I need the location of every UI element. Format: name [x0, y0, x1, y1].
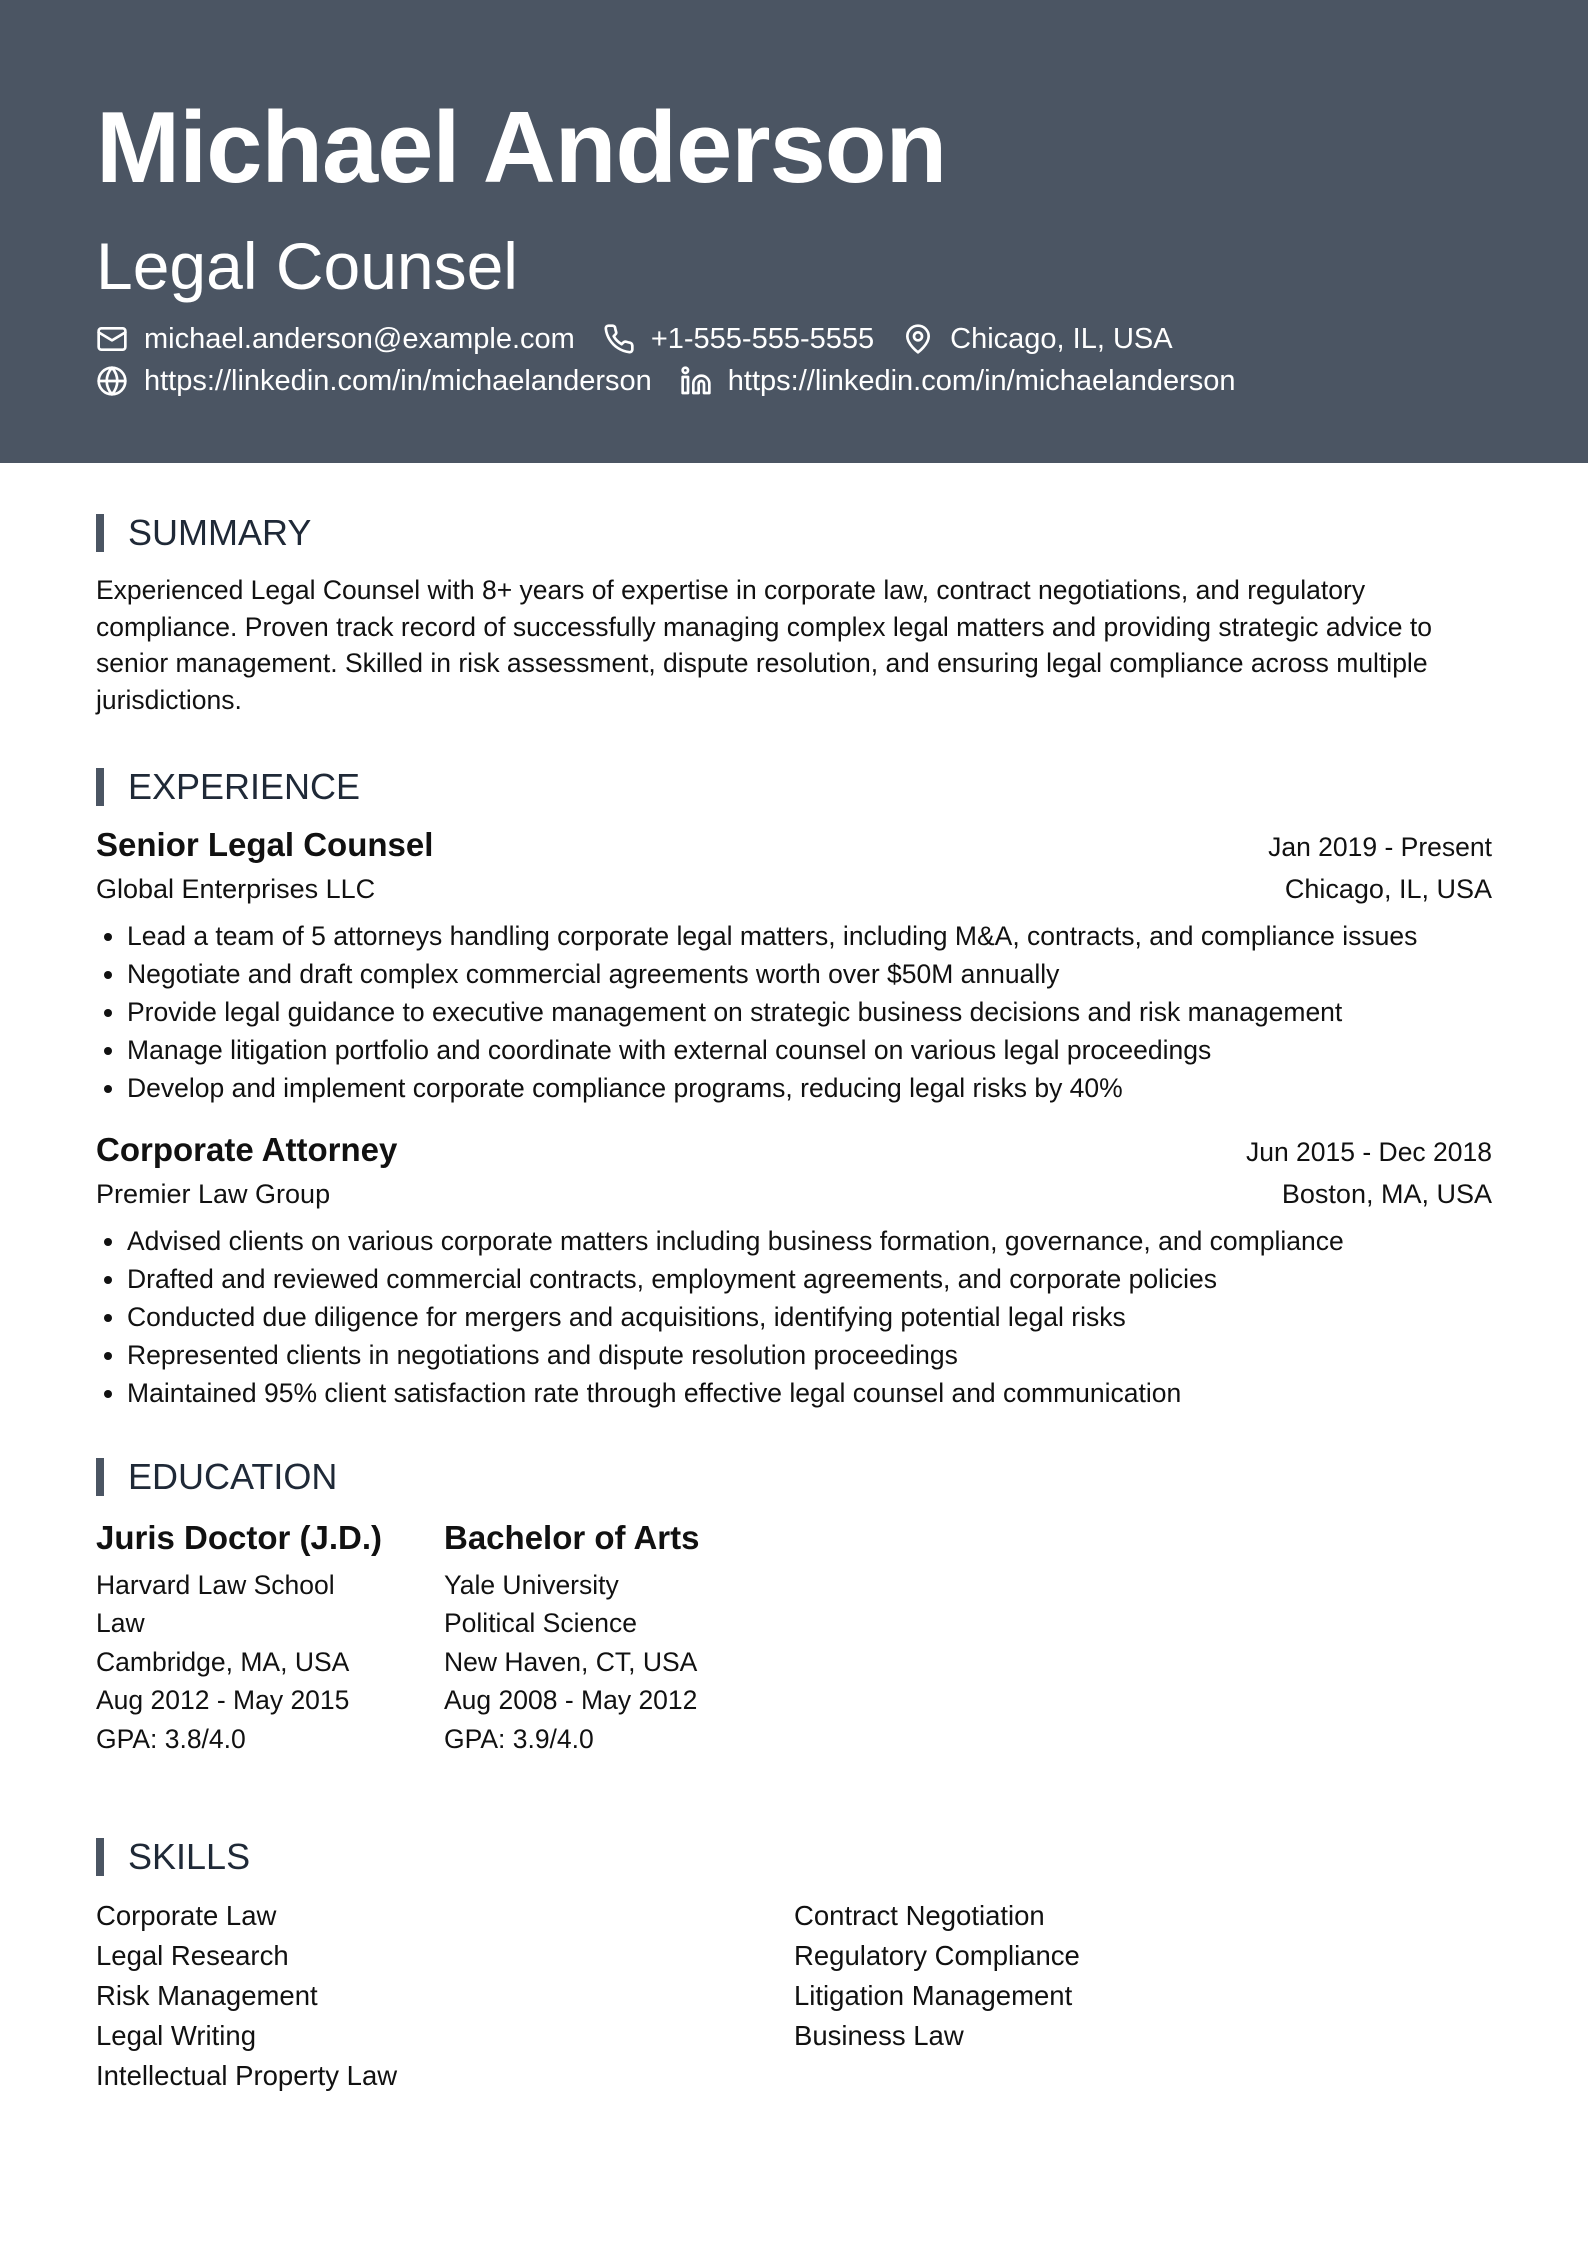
skill-item: Regulatory Compliance [794, 1940, 1080, 1972]
edu-field: Law [96, 1608, 145, 1639]
location-text: Chicago, IL, USA [950, 322, 1173, 355]
job-bullet: • Conducted due diligence for mergers and acquisitions, identifying potential legal risks [127, 1298, 1492, 1336]
job-bullet: • Manage litigation portfolio and coordinate with external counsel on various legal proceedings [127, 1031, 1492, 1069]
job-bullet: • Provide legal guidance to executive management on strategic business decisions and risk management [127, 993, 1492, 1031]
section-title-skills: SKILLS [96, 1838, 1492, 1876]
skill-item: Litigation Management [794, 1980, 1073, 2012]
job-bullet: • Develop and implement corporate compliance programs, reducing legal risks by 40% [127, 1069, 1492, 1107]
globe-icon [96, 365, 128, 397]
edu-gpa: GPA: 3.9/4.0 [444, 1723, 594, 1754]
job-bullet: • Advised clients on various corporate matters including business formation, governance, and compliance [127, 1222, 1492, 1260]
skill-item: Corporate Law [96, 1900, 277, 1932]
resume-header [0, 0, 1588, 463]
edu-degree: Bachelor of Arts [444, 1519, 700, 1556]
edu-dates: Aug 2008 - May 2012 [444, 1685, 698, 1716]
job-company: Global Enterprises LLC [96, 874, 376, 904]
job-location: Boston, MA, USA [1281, 1179, 1492, 1209]
job-dates: Jun 2015 - Dec 2018 [1245, 1137, 1492, 1167]
edu-dates: Aug 2012 - May 2015 [96, 1685, 350, 1716]
candidate-name: Michael Anderson [96, 92, 947, 204]
job-dates: Jan 2019 - Present [1268, 832, 1492, 862]
resume-body [0, 514, 1588, 2096]
skills-column-left [96, 1896, 794, 2096]
contact-email[interactable] [96, 323, 575, 355]
job-bullet: • Lead a team of 5 attorneys handling corporate legal matters, including M&A, contracts, and compliance issues [127, 917, 1492, 955]
contact-row-2 [96, 365, 1492, 397]
skills-column-right [794, 1896, 1492, 2096]
skill-item: Legal Research [96, 1940, 289, 1972]
skill-item: Intellectual Property Law [96, 2060, 398, 2092]
mail-icon [96, 323, 128, 355]
job-company: Premier Law Group [96, 1179, 331, 1209]
job-bullet: • Drafted and reviewed commercial contracts, employment agreements, and corporate policies [127, 1260, 1492, 1298]
job-bullets [96, 1222, 1492, 1412]
section-title-experience: EXPERIENCE [96, 768, 1492, 806]
skill-item: Risk Management [96, 1980, 318, 2012]
section-title-summary: SUMMARY [96, 514, 1492, 552]
phone-text: +1-555-555-5555 [650, 322, 875, 355]
job-location: Chicago, IL, USA [1284, 874, 1492, 904]
skill-item: Business Law [794, 2020, 964, 2052]
skill-item: Contract Negotiation [794, 1900, 1045, 1932]
edu-field: Political Science [444, 1608, 637, 1639]
section-title-education: EDUCATION [96, 1458, 1492, 1496]
job-title: Corporate Attorney [96, 1131, 398, 1168]
phone-icon [603, 323, 635, 355]
education-entry [96, 1518, 444, 1758]
job-bullets [96, 917, 1492, 1107]
contact-row-1 [96, 323, 1492, 355]
skills-grid [96, 1896, 1492, 2096]
location-pin-icon [902, 323, 934, 355]
job-bullet: • Maintained 95% client satisfaction rate through effective legal counsel and communication [127, 1374, 1492, 1412]
candidate-role: Legal Counsel [96, 229, 518, 303]
education-entry [444, 1518, 792, 1758]
edu-location: New Haven, CT, USA [444, 1646, 698, 1677]
edu-gpa: GPA: 3.8/4.0 [96, 1723, 246, 1754]
job-entry [96, 826, 1492, 1107]
job-title: Senior Legal Counsel [96, 826, 434, 863]
contact-linkedin[interactable] [680, 365, 1236, 397]
linkedin-icon [680, 365, 712, 397]
linkedin-text: https://linkedin.com/in/michaelanderson [727, 364, 1236, 397]
education-grid [96, 1518, 1492, 1758]
summary-text: Experienced Legal Counsel with 8+ years of expertise in corporate law, contract negotiations, and regulatory compliance. Proven track record of successfully managing complex legal matters and providing strategic advice to senior management. Skilled in risk assessment, dispute resolution, and ensuring legal compliance across multiple jurisdictions. [96, 575, 1432, 715]
email-text: michael.anderson@example.com [144, 322, 575, 355]
contact-phone[interactable] [603, 323, 874, 355]
edu-degree: Juris Doctor (J.D.) [96, 1519, 383, 1556]
job-bullet: • Represented clients in negotiations and dispute resolution proceedings [127, 1336, 1492, 1374]
contact-website[interactable] [96, 365, 652, 397]
skill-item: Legal Writing [96, 2020, 256, 2052]
edu-school: Yale University [444, 1569, 619, 1600]
job-bullet: • Negotiate and draft complex commercial agreements worth over $50M annually [127, 955, 1492, 993]
job-entry [96, 1131, 1492, 1412]
website-text: https://linkedin.com/in/michaelanderson [144, 364, 652, 397]
edu-location: Cambridge, MA, USA [96, 1646, 350, 1677]
edu-school: Harvard Law School [96, 1569, 335, 1600]
contact-location [902, 323, 1172, 355]
